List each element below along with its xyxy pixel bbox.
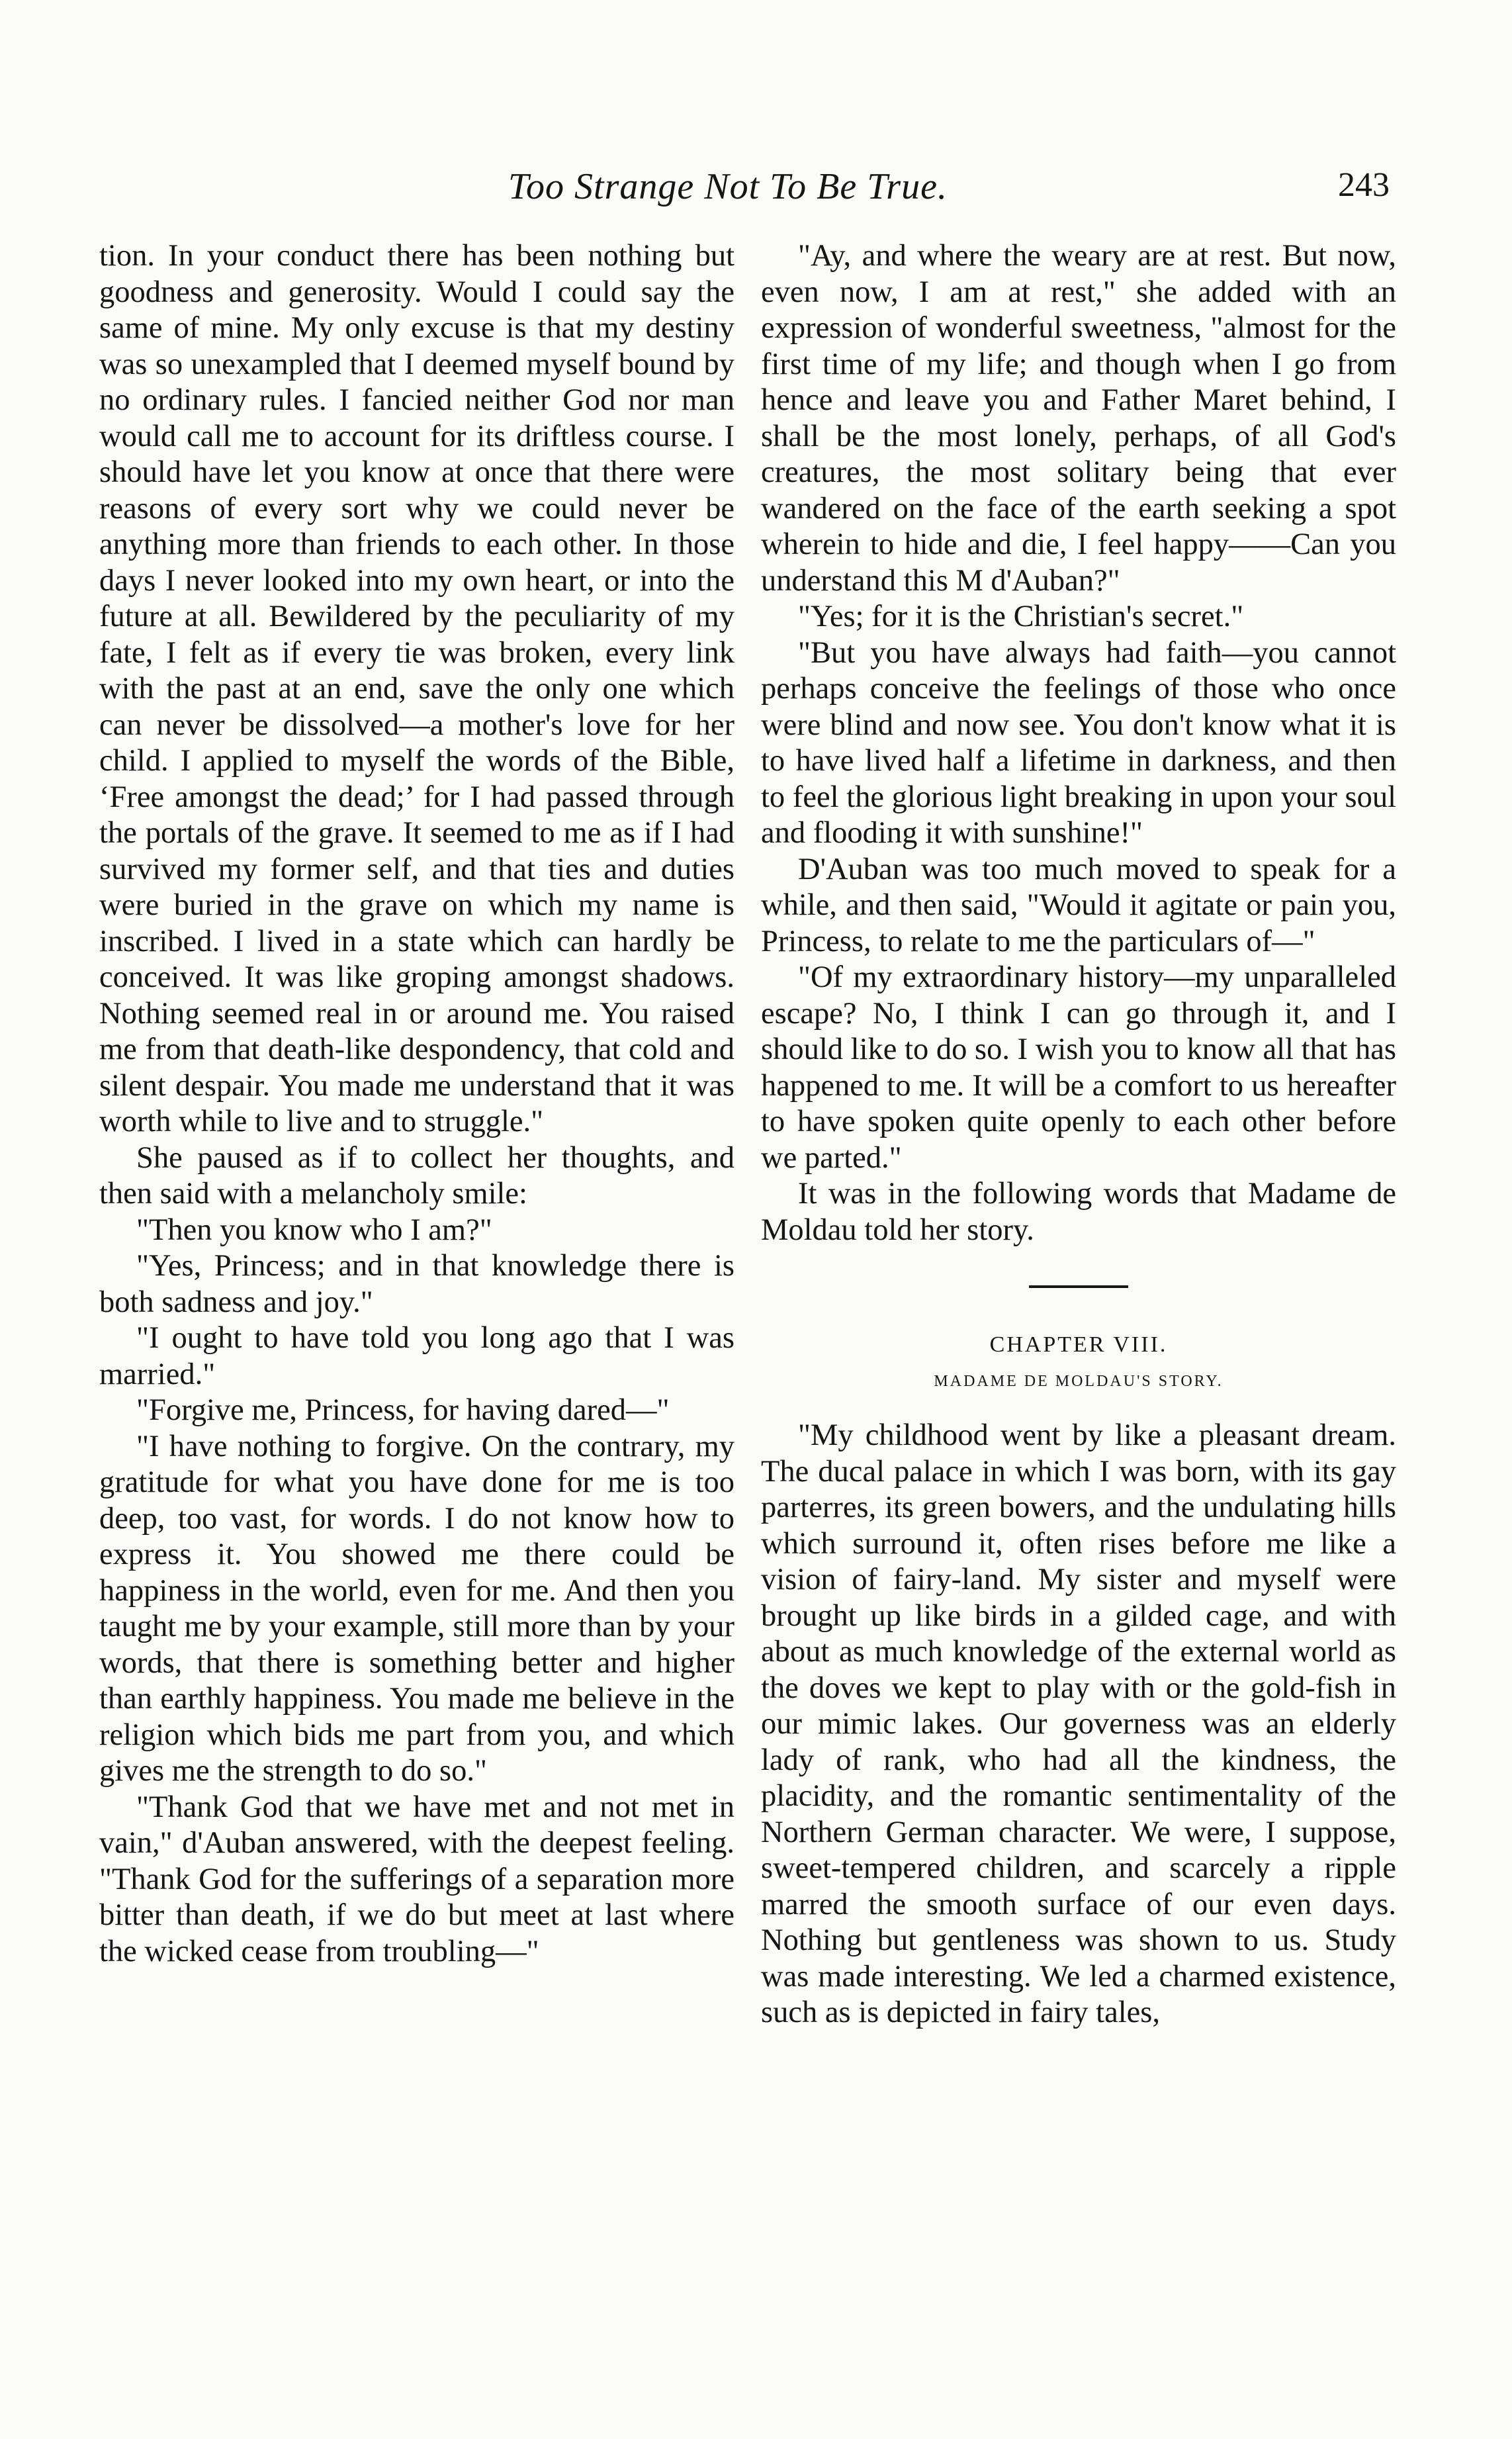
paragraph: "Ay, and where the weary are at rest. But now, even now, I am at rest," she added with an expression of wonderful sweetness, "almost for the first time of my life; and though when I go from hence and leave you and Father Maret behind, I shall be the most lonely, perhaps, of all God's creatures, the most solitary being that ever wandered on the face of the earth seeking a spot wherein to hide and die, I feel happy——Can you understand this M d'Auban?" <box>761 239 1396 598</box>
paragraph: "Of my extraordinary history—my unparalleled escape? No, I think I can go through it, and I should like to do so. I wish you to know all that has happened to me. It will be a comfort to us hereafter to have spoken quite openly to each other before we parted." <box>761 960 1396 1175</box>
chapter-subtitle: MADAME DE MOLDAU'S STORY. <box>934 1373 1223 1390</box>
running-header-title: Too Strange Not To Be True. <box>508 166 948 207</box>
chapter-heading: CHAPTER VIII. <box>989 1332 1168 1357</box>
paragraph: "Thank God that we have met and not met in vain," d'Auban answered, with the deepest feeling. "Thank God for the sufferings of a separation more bitter than death, if we do but meet at last where the wicked cease from troubling—" <box>99 1790 734 1968</box>
section-divider <box>1029 1285 1128 1288</box>
left-text-column <box>99 238 734 1970</box>
paragraph: tion. In your conduct there has been nothing but goodness and generosity. Would I could say the same of mine. My only excuse is that my destiny was so unexampled that I deemed myself bound by no ordinary rules. I fancied neither God nor man would call me to account for its driftless course. I should have let you know at once that there were reasons of every sort why we could never be anything more than friends to each other. In those days I never looked into my own heart, or into the future at all. Bewildered by the peculiarity of my fate, I felt as if every tie was broken, every link with the past at an end, save the only one which can never be dissolved—a mother's love for her child. I applied to myself the words of the Bible, ‘Free amongst the dead;’ for I had passed through the portals of the grave. It seemed to me as if I had survived my former self, and that ties and duties were buried in the grave on which my name is inscribed. I lived in a state which can hardly be conceived. It was like groping amongst shadows. Nothing seemed real in or around me. You raised me from that death-like despondency, that cold and silent despair. You made me understand that it was worth while to live and to struggle." <box>99 239 734 1138</box>
paragraph: "I have nothing to forgive. On the contrary, my gratitude for what you have done for me is too deep, too vast, for words. I do not know how to express it. You showed me there could be happiness in the world, even for me. And then you taught me by your example, still more than by your words, that there is something better and higher than earthly happiness. You made me believe in the religion which bids me part from you, and which gives me the strength to do so." <box>99 1429 734 1788</box>
right-text-column <box>761 238 1396 2031</box>
paragraph: She paused as if to collect her thoughts, and then said with a melancholy smile: <box>99 1140 734 1211</box>
paragraph: "My childhood went by like a pleasant dream. The ducal palace in which I was born, with its gay parterres, its green bowers, and the undulating hills which surround it, often rises before me like a vision of fairy-land. My sister and myself were brought up like birds in a gilded cage, and with about as much knowledge of the external world as the doves we kept to play with or the gold-fish in our mimic lakes. Our governess was an elderly lady of rank, who had all the kindness, the placidity, and the romantic sentimentality of the Northern German character. We were, I suppose, sweet-tempered children, and scarcely a ripple marred the smooth surface of our even days. Nothing but gentleness was shown to us. Study was made interesting. We led a charmed existence, such as is depicted in fairy tales, <box>761 1418 1396 2029</box>
paragraph: D'Auban was too much moved to speak for a while, and then said, "Would it agitate or pain you, Princess, to relate to me the particulars of—" <box>761 852 1396 958</box>
page-number: 243 <box>1338 166 1390 204</box>
paragraph: "Then you know who I am?" <box>136 1213 492 1247</box>
paragraph: "But you have always had faith—you cannot perhaps conceive the feelings of those who once were blind and now see. You don't know what it is to have lived half a lifetime in darkness, and then to feel the glorious light breaking in upon your soul and flooding it with sunshine!" <box>761 635 1396 850</box>
paragraph: "Yes; for it is the Christian's secret." <box>798 600 1244 633</box>
paragraph: "Forgive me, Princess, for having dared—" <box>136 1393 670 1427</box>
paragraph: "Yes, Princess; and in that knowledge there is both sadness and joy." <box>99 1249 734 1319</box>
paragraph: It was in the following words that Madame de Moldau told her story. <box>761 1177 1396 1247</box>
paragraph: "I ought to have told you long ago that I was married." <box>99 1321 734 1391</box>
